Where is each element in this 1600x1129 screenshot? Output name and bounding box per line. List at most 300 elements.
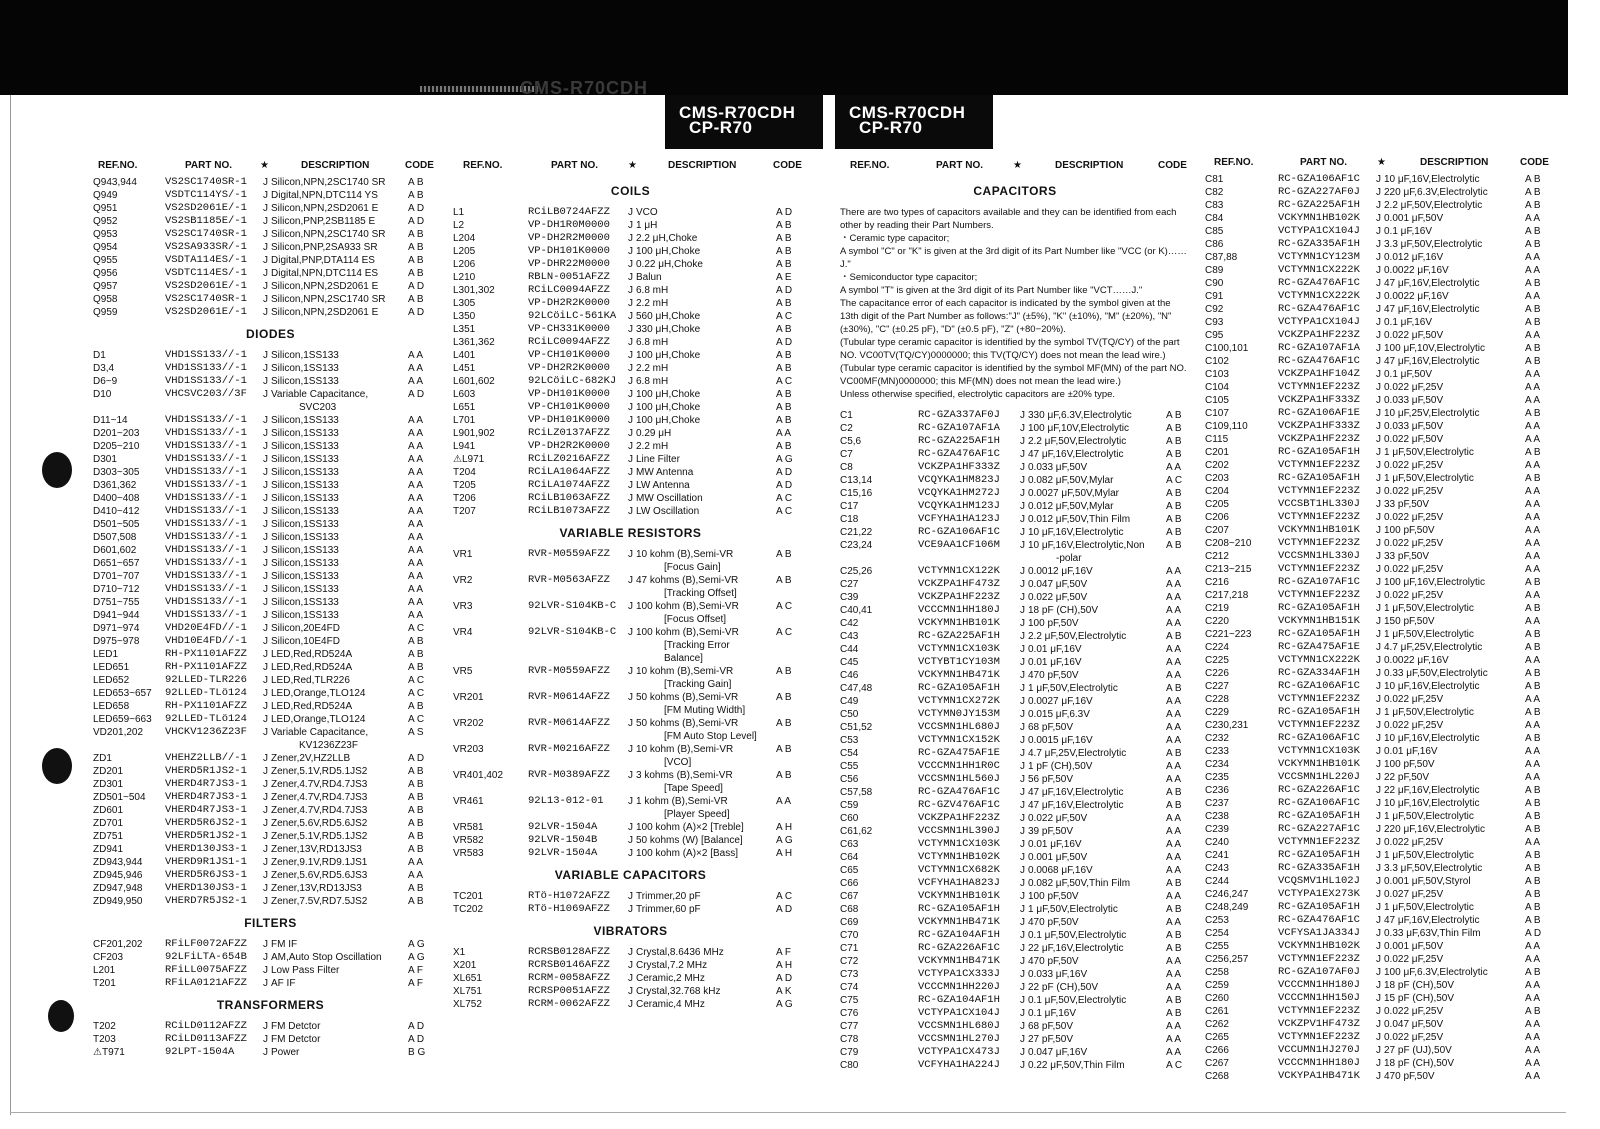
- description: 0.047 μF,50V: [1028, 579, 1088, 590]
- rank: J: [1376, 967, 1381, 978]
- ref-no: C237: [1205, 798, 1229, 809]
- rank: J: [263, 883, 268, 894]
- description: Silicon,NPN,2SC1740 SR: [271, 229, 386, 240]
- part-row: [1200, 602, 1566, 615]
- description: 22 μF,16V,Electrolytic: [1028, 943, 1124, 954]
- code: A C: [408, 688, 425, 699]
- part-no: VCQYKA1HM123J: [918, 500, 1000, 512]
- description: 0.022 μF,25V: [1384, 1032, 1444, 1043]
- ref-no: T205: [453, 480, 476, 491]
- code: A B: [1166, 800, 1182, 811]
- desc-header: DESCRIPTION: [1055, 160, 1124, 171]
- code: A B: [1166, 904, 1182, 915]
- rank: J: [1376, 759, 1381, 770]
- part-no: VHCSVC203//3F: [165, 388, 247, 400]
- code: A B: [1525, 278, 1541, 289]
- code: A D: [408, 203, 425, 214]
- part-row: [1200, 407, 1566, 420]
- part-row: [93, 466, 448, 479]
- part-no: VCTYMN1CX682K: [918, 864, 1000, 876]
- ref-no: L205: [453, 246, 476, 257]
- ref-no: C54: [840, 748, 859, 759]
- code: A B: [1525, 343, 1541, 354]
- description: 0.033 μF,50V: [1384, 395, 1444, 406]
- part-row: [1200, 381, 1566, 394]
- code: A A: [1166, 657, 1182, 668]
- part-row: [93, 1020, 448, 1033]
- part-row: [453, 903, 808, 916]
- part-no: RVR-M0559AFZZ: [528, 548, 610, 560]
- ref-no: VR203: [453, 744, 484, 755]
- ref-no: C259: [1205, 980, 1229, 991]
- description: 50 kohms (W) [Balance]: [636, 835, 743, 846]
- code: A C: [776, 627, 793, 638]
- ref-no: C63: [840, 839, 859, 850]
- part-row: [93, 583, 448, 596]
- part-row: [93, 964, 448, 977]
- code: A A: [1525, 837, 1541, 848]
- description: 10 kohm (B),Semi-VR: [636, 744, 734, 755]
- code: A A: [1525, 213, 1541, 224]
- part-row: [840, 994, 1190, 1007]
- ref-no: C213~215: [1205, 564, 1252, 575]
- rank: J: [1020, 462, 1025, 473]
- part-row: [1200, 199, 1566, 212]
- ref-header: REF.NO.: [1214, 157, 1254, 168]
- code: A B: [1166, 748, 1182, 759]
- ref-no: D701~707: [93, 571, 140, 582]
- rank: J: [1376, 291, 1381, 302]
- part-no: RC-GZA105AF1H: [1278, 706, 1360, 718]
- rank: J: [1376, 421, 1381, 432]
- part-row: [453, 362, 808, 375]
- rank: J: [1020, 748, 1025, 759]
- part-row: [93, 648, 448, 661]
- rank: J: [263, 493, 268, 504]
- ref-no: ZD941: [93, 844, 124, 855]
- model-badge-right: [835, 95, 993, 149]
- description: 10 kohm (B),Semi-VR: [636, 666, 734, 677]
- rank: J: [1020, 995, 1025, 1006]
- code: A A: [1525, 538, 1541, 549]
- description: Silicon,1SS133: [271, 415, 339, 426]
- part-row: [93, 674, 448, 687]
- ref-no: LED652: [93, 675, 130, 686]
- part-row: [93, 882, 448, 895]
- rank: J: [628, 259, 633, 270]
- ref-no: C239: [1205, 824, 1229, 835]
- rank: J: [1020, 982, 1025, 993]
- part-row: [453, 297, 808, 310]
- part-row: [1200, 186, 1566, 199]
- part-no: RC-GZA225AF1H: [918, 435, 1000, 447]
- ref-no: C75: [840, 995, 859, 1006]
- code: A A: [1166, 618, 1182, 629]
- ref-no: C60: [840, 813, 859, 824]
- description: 0.33 μF,50V,Electrolytic: [1384, 668, 1488, 679]
- ref-no: C18: [840, 514, 859, 525]
- rank: J: [1376, 369, 1381, 380]
- part-no: VCTYMN1EF223Z: [1278, 836, 1360, 848]
- part-no: 92LVR-S104KB-C: [528, 600, 617, 612]
- part-row: [93, 726, 448, 739]
- part-row: [453, 427, 808, 440]
- ref-no: C51,52: [840, 722, 873, 733]
- description: 0.001 μF,50V: [1384, 213, 1444, 224]
- part-no: VCQSMV1HL102J: [1278, 875, 1360, 887]
- ref-no: C7: [840, 449, 853, 460]
- description: VCO: [636, 207, 658, 218]
- code: A B: [1525, 1006, 1541, 1017]
- ref-no: ZD501~504: [93, 792, 146, 803]
- ref-no: C79: [840, 1047, 859, 1058]
- rank: J: [628, 441, 633, 452]
- part-no: VHD1SS133//-1: [165, 518, 247, 530]
- part-no: VCTYMN1CX222K: [1278, 654, 1360, 666]
- code: A A: [776, 796, 792, 807]
- rank: J: [263, 268, 268, 279]
- part-no: VP-DH1R0M0000: [528, 219, 610, 231]
- description: 0.22 μF,50V,Thin Film: [1028, 1060, 1125, 1071]
- rank: J: [1376, 525, 1381, 536]
- part-no: VCFYHA1HA123J: [918, 513, 1000, 525]
- rank: J: [1020, 540, 1025, 551]
- ref-no: C206: [1205, 512, 1229, 523]
- code: A B: [408, 818, 424, 829]
- part-no: RC-GZA476AF1C: [1278, 277, 1360, 289]
- part-row: [93, 895, 448, 908]
- rank: J: [628, 999, 633, 1010]
- code: A B: [408, 190, 424, 201]
- description: 100 μH,Choke: [636, 246, 701, 257]
- rank: J: [1376, 1071, 1381, 1082]
- part-row: [93, 401, 448, 414]
- code: A B: [1166, 1008, 1182, 1019]
- code: A A: [1166, 826, 1182, 837]
- code: A A: [1525, 252, 1541, 263]
- rank: J: [628, 549, 633, 560]
- part-row: [1200, 693, 1566, 706]
- ref-no: ZD701: [93, 818, 124, 829]
- rank: J: [628, 770, 633, 781]
- part-row: [1200, 771, 1566, 784]
- description: 0.1 μF,16V: [1028, 1008, 1077, 1019]
- description: 0.022 μF,50V: [1384, 434, 1444, 445]
- description: 100 μH,Choke: [636, 389, 701, 400]
- part-row: [1200, 628, 1566, 641]
- ref-no: C241: [1205, 850, 1229, 861]
- part-row: [1200, 446, 1566, 459]
- code: A H: [776, 848, 793, 859]
- description: 100 μF,10V,Electrolytic: [1384, 343, 1486, 354]
- code: A B: [1525, 967, 1541, 978]
- ref-no: Q954: [93, 242, 118, 253]
- code: A A: [1525, 330, 1541, 341]
- description: Silicon,1SS133: [271, 610, 339, 621]
- section-title: VARIABLE CAPACITORS: [554, 868, 707, 882]
- rank: J: [1020, 683, 1025, 694]
- description: 1 μF,50V,Electrolytic: [1028, 904, 1118, 915]
- ref-no: C216: [1205, 577, 1229, 588]
- rank: J: [1020, 475, 1025, 486]
- ref-no: C233: [1205, 746, 1229, 757]
- code: A D: [776, 285, 793, 296]
- part-row: [93, 427, 448, 440]
- part-no: VCCSMN1HL270J: [918, 1033, 1000, 1045]
- rank: J: [1376, 954, 1381, 965]
- rank: J: [628, 376, 633, 387]
- code: A B: [1525, 707, 1541, 718]
- code: A A: [1166, 891, 1182, 902]
- part-no: VCTYMN1CY123M: [1278, 251, 1360, 263]
- rank: J: [263, 1034, 268, 1045]
- ref-no: C15,16: [840, 488, 873, 499]
- ref-no: C268: [1205, 1071, 1229, 1082]
- rank: J: [1376, 707, 1381, 718]
- capacitor-note: [840, 206, 1188, 401]
- description: 0.0068 μF,16V: [1028, 865, 1093, 876]
- part-row: [453, 769, 808, 782]
- code: A B: [408, 883, 424, 894]
- part-row: [840, 812, 1190, 825]
- part-no: RVR-M0216AFZZ: [528, 743, 610, 755]
- code: A B: [1166, 631, 1182, 642]
- part-row: [93, 1033, 448, 1046]
- rank: J: [1020, 917, 1025, 928]
- part-no: RC-GZA104AF1H: [918, 929, 1000, 941]
- code: A A: [1525, 954, 1541, 965]
- rank: J: [263, 714, 268, 725]
- part-row: [93, 843, 448, 856]
- description: 0.001 μF,50V: [1384, 941, 1444, 952]
- rank: J: [1020, 501, 1025, 512]
- description: Silicon,NPN,2SD2061 E: [271, 307, 379, 318]
- description: 0.01 μF,16V: [1028, 644, 1082, 655]
- code: A A: [1166, 722, 1182, 733]
- description: 470 pF,50V: [1028, 670, 1079, 681]
- part-row: [840, 682, 1190, 695]
- part-no: VCTYMN1EF223Z: [1278, 953, 1360, 965]
- ref-no: C90: [1205, 278, 1224, 289]
- description: 2.2 mH: [636, 363, 669, 374]
- ref-no: VR401,402: [453, 770, 504, 781]
- part-row: [93, 440, 448, 453]
- code: A B: [1525, 239, 1541, 250]
- description: 6.8 mH: [636, 337, 669, 348]
- part-no: 92LVR-S104KB-C: [528, 626, 617, 638]
- rank: J: [1376, 304, 1381, 315]
- rank: J: [1020, 631, 1025, 642]
- part-row: [1200, 914, 1566, 927]
- code: A A: [1525, 291, 1541, 302]
- description: Low Pass Filter: [271, 965, 340, 976]
- part-no: VS2SD2061E/-1: [165, 202, 247, 214]
- rank: J: [1376, 993, 1381, 1004]
- part-no: RC-GZA225AF1H: [918, 630, 1000, 642]
- code: A B: [1166, 527, 1182, 538]
- rank: J: [628, 718, 633, 729]
- rank: J: [1376, 837, 1381, 848]
- part-no: RC-GZA105AF1H: [918, 682, 1000, 694]
- ref-no: VR2: [453, 575, 473, 586]
- description: 0.0027 μF,50V,Mylar: [1028, 488, 1120, 499]
- part-no: VCCSBT1HL330J: [1278, 498, 1360, 510]
- part-row: [840, 643, 1190, 656]
- ref-no: L350: [453, 311, 476, 322]
- ref-no: T202: [93, 1021, 116, 1032]
- part-no: 92LPT-1504A: [165, 1046, 235, 1058]
- rank: J: [1020, 410, 1025, 421]
- part-no: VCKZPA1HF223Z: [918, 812, 1000, 824]
- rank: J: [263, 242, 268, 253]
- rank: J: [628, 402, 633, 413]
- rank: J: [1376, 460, 1381, 471]
- note-line: Unless otherwise specified, electrolytic capacitors are ±20% type.: [840, 389, 1116, 400]
- code: A B: [1525, 473, 1541, 484]
- part-no: RCiLB1063AFZZ: [528, 492, 610, 504]
- code: A G: [776, 835, 793, 846]
- ref-no: LED653~657: [93, 688, 152, 699]
- rank: J: [263, 571, 268, 582]
- rank: J: [1376, 798, 1381, 809]
- part-row: [93, 293, 448, 306]
- part-no: VCTYPA1CX473J: [918, 1046, 1000, 1058]
- ref-no: LED658: [93, 701, 130, 712]
- description: [Tracking Offset]: [664, 588, 737, 599]
- code: A B: [776, 666, 792, 677]
- rank: J: [1376, 252, 1381, 263]
- code-header: CODE: [773, 160, 802, 171]
- part-row: [453, 453, 808, 466]
- part-row: [93, 791, 448, 804]
- ref-no: C68: [840, 904, 859, 915]
- description: 0.0012 μF,16V: [1028, 566, 1093, 577]
- code: A B: [1525, 174, 1541, 185]
- part-no: VHEHZ2LLB//-1: [165, 752, 247, 764]
- part-row: [93, 596, 448, 609]
- part-no: VSDTA114ES/-1: [165, 254, 247, 266]
- part-no: 92LVR-1504B: [528, 834, 598, 846]
- part-row: [840, 461, 1190, 474]
- rank: J: [263, 376, 268, 387]
- part-row: [1200, 420, 1566, 433]
- section-title: TRANSFORMERS: [216, 998, 325, 1012]
- code: A B: [1166, 787, 1182, 798]
- ref-no: C25,26: [840, 566, 873, 577]
- part-no: VHD1SS133//-1: [165, 544, 247, 556]
- part-row: [93, 752, 448, 765]
- part-row: [93, 280, 448, 293]
- description: Silicon,1SS133: [271, 506, 339, 517]
- rank: J: [628, 692, 633, 703]
- code: A A: [408, 454, 424, 465]
- part-row: [1200, 277, 1566, 290]
- part-no: VCKZPA1HF223Z: [1278, 433, 1360, 445]
- description: Silicon,PNP,2SA933 SR: [271, 242, 378, 253]
- description: Silicon,1SS133: [271, 532, 339, 543]
- rank: J: [628, 986, 633, 997]
- part-row: [1200, 667, 1566, 680]
- rank: J: [1376, 720, 1381, 731]
- part-row: [93, 267, 448, 280]
- ref-no: D941~944: [93, 610, 140, 621]
- part-row: [840, 591, 1190, 604]
- part-no: RCRM-0062AFZZ: [528, 998, 610, 1010]
- description: [Tracking Error: [664, 640, 730, 651]
- part-header: PART NO.: [185, 160, 233, 171]
- code: A B: [1525, 642, 1541, 653]
- description: 0.022 μF,25V: [1384, 954, 1444, 965]
- code: A B: [776, 298, 792, 309]
- code: A B: [776, 246, 792, 257]
- part-row: [453, 600, 808, 613]
- part-row: [1200, 472, 1566, 485]
- part-row: [453, 284, 808, 297]
- part-no: RC-GZA227AF0J: [1278, 186, 1360, 198]
- description: 10 kohm (B),Semi-VR: [636, 549, 734, 560]
- rank: J: [263, 844, 268, 855]
- ref-no: LED1: [93, 649, 119, 660]
- part-row: [453, 626, 808, 639]
- ref-no: Q957: [93, 281, 118, 292]
- rank: J: [1020, 514, 1025, 525]
- part-no: RC-GZA106AF1C: [1278, 173, 1360, 185]
- part-no: VHCKV1236Z23F: [165, 726, 247, 738]
- part-no: RC-GZA104AF1H: [918, 994, 1000, 1006]
- description: 22 pF (CH),50V: [1028, 982, 1099, 993]
- code: A C: [776, 376, 793, 387]
- code: A B: [408, 896, 424, 907]
- ref-no: C103: [1205, 369, 1229, 380]
- part-no: RC-GZA334AF1H: [1278, 667, 1360, 679]
- ref-header: REF.NO.: [850, 160, 890, 171]
- description: LED,Red,RD524A: [271, 649, 353, 660]
- code: A D: [776, 973, 793, 984]
- code: A A: [408, 558, 424, 569]
- code: A A: [408, 415, 424, 426]
- rank: J: [1376, 889, 1381, 900]
- code-header: CODE: [1520, 157, 1549, 168]
- desc-header: DESCRIPTION: [668, 160, 737, 171]
- description: 0.022 μF,25V: [1384, 590, 1444, 601]
- part-row: [840, 877, 1190, 890]
- ref-no: C265: [1205, 1032, 1229, 1043]
- rank: J: [628, 575, 633, 586]
- description: 0.29 μH: [636, 428, 672, 439]
- rank: J: [628, 960, 633, 971]
- description: 100 pF,50V: [1384, 525, 1435, 536]
- ref-no: D1: [93, 350, 106, 361]
- description: Zener,9.1V,RD9.1JS1: [271, 857, 368, 868]
- rank: J: [628, 298, 633, 309]
- code: A B: [1166, 878, 1182, 889]
- ref-no: LED651: [93, 662, 130, 673]
- ref-no: C262: [1205, 1019, 1229, 1030]
- rank: J: [628, 666, 633, 677]
- part-no: RCiLA1064AFZZ: [528, 466, 610, 478]
- part-no: VHD1SS133//-1: [165, 557, 247, 569]
- ref-no: XL651: [453, 973, 482, 984]
- description: 0.1 μF,16V: [1384, 317, 1433, 328]
- part-no: RTö-H1069AFZZ: [528, 903, 610, 915]
- code: A H: [776, 960, 793, 971]
- part-row: [840, 474, 1190, 487]
- part-row: [1200, 498, 1566, 511]
- description: 100 pF,50V: [1384, 759, 1435, 770]
- ref-no: C44: [840, 644, 859, 655]
- ref-no: C107: [1205, 408, 1229, 419]
- part-no: VHERD7R5JS2-1: [165, 895, 247, 907]
